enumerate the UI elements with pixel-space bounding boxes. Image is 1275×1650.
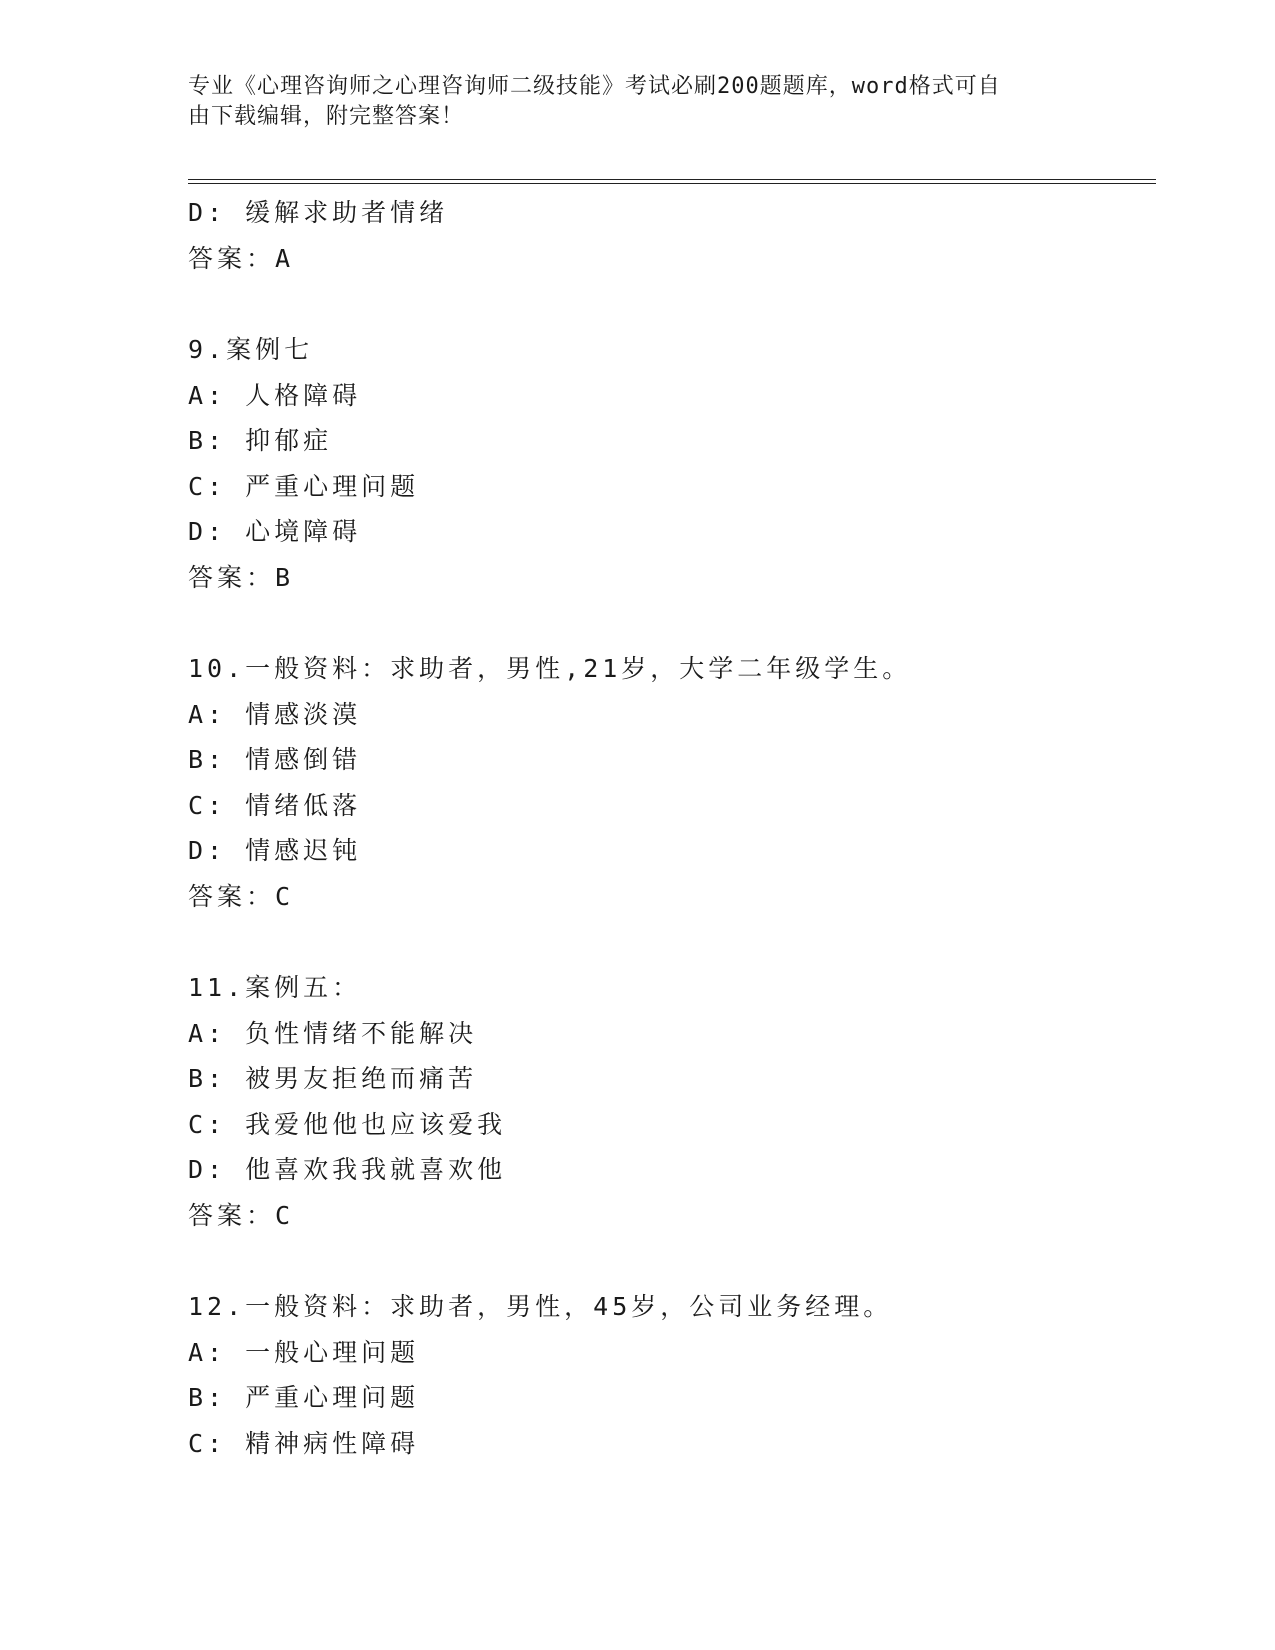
option-b: B: 情感倒错 [188, 745, 362, 774]
option-a: A: 人格障碍 [188, 380, 362, 410]
question-title: 11.案例五： [188, 973, 362, 1002]
answer-line: 答案：A [188, 243, 295, 273]
header-line-1: 专业《心理咨询师之心理咨询师二级技能》考试必刷200题题库，word格式可自 [188, 74, 1001, 99]
option-b: B: 严重心理问题 [188, 1383, 420, 1412]
question-block-9 [188, 327, 1148, 600]
question-block-8-tail [188, 190, 1148, 281]
document-header [188, 72, 1068, 132]
header-divider-bottom [188, 183, 1156, 184]
spacer [188, 1238, 1148, 1284]
spacer [188, 600, 1148, 646]
question-block-12 [188, 1284, 1148, 1466]
answer-line: 答案：C [188, 1200, 295, 1230]
spacer [188, 919, 1148, 965]
answer-line: 答案：C [188, 881, 295, 911]
header-divider-top [188, 179, 1156, 180]
option-c: C: 情绪低落 [188, 790, 362, 820]
option-c: C: 严重心理问题 [188, 471, 420, 501]
option-a: A: 一般心理问题 [188, 1337, 420, 1367]
header-line-2: 由下载编辑，附完整答案！ [188, 104, 465, 129]
option-a: A: 情感淡漠 [188, 699, 362, 729]
option-d: D: 情感迟钝 [188, 836, 362, 865]
option-d: D: 心境障碍 [188, 517, 362, 546]
option-b: B: 抑郁症 [188, 426, 333, 455]
question-list [188, 190, 1148, 1466]
question-title: 9.案例七 [188, 335, 314, 364]
option-b: B: 被男友拒绝而痛苦 [188, 1064, 478, 1093]
question-title: 10.一般资料：求助者，男性,21岁，大学二年级学生。 [188, 654, 912, 683]
option-c: C: 精神病性障碍 [188, 1428, 420, 1458]
option-d: D: 他喜欢我我就喜欢他 [188, 1155, 507, 1184]
spacer [188, 281, 1148, 327]
question-title: 12.一般资料：求助者，男性，45岁，公司业务经理。 [188, 1292, 893, 1321]
option-a: A: 负性情绪不能解决 [188, 1018, 478, 1048]
option-d: D: 缓解求助者情绪 [188, 198, 449, 227]
question-block-11 [188, 965, 1148, 1238]
answer-line: 答案：B [188, 562, 295, 592]
question-block-10 [188, 646, 1148, 919]
option-c: C: 我爱他他也应该爱我 [188, 1109, 507, 1139]
